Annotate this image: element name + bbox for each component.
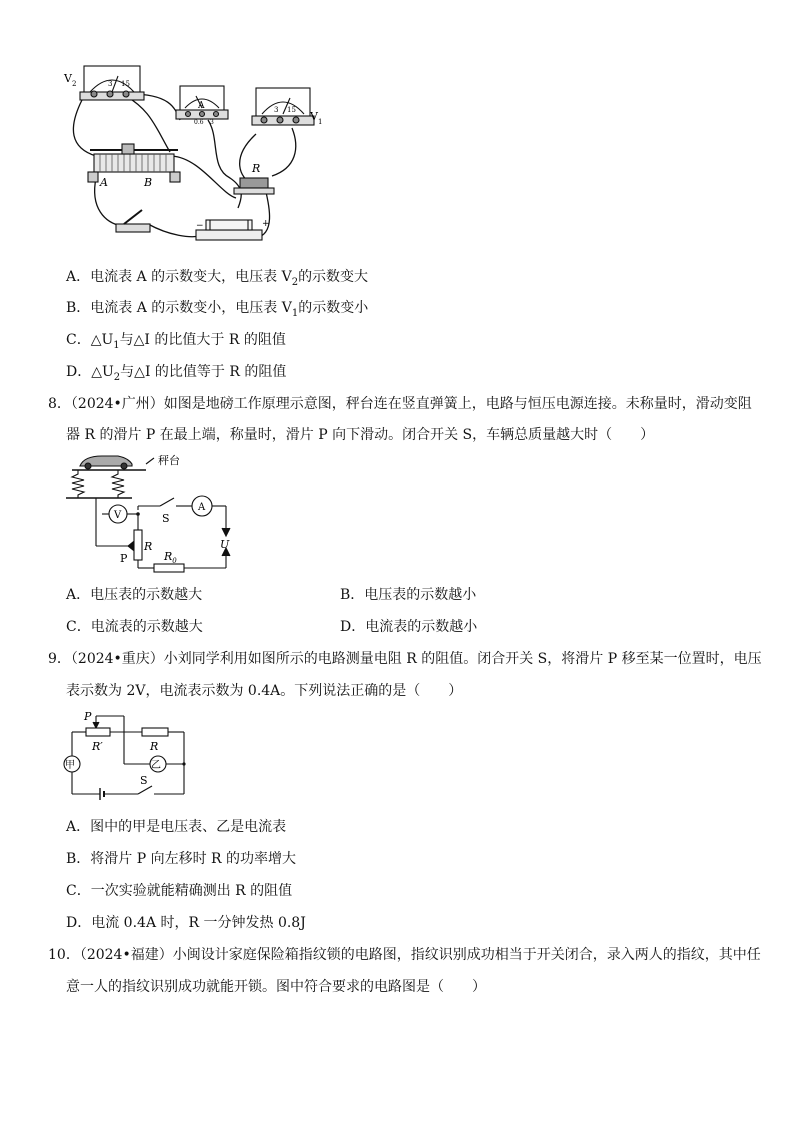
q7-option-c[interactable]: C．$\triangle U_1$与△I 的比值大于 R 的阻值 <box>66 332 286 351</box>
svg-text:R: R <box>144 540 153 553</box>
rheostat-a-label: A <box>100 176 108 189</box>
svg-text:U: U <box>220 538 230 551</box>
svg-text:15: 15 <box>121 80 130 88</box>
svg-text:P: P <box>120 552 128 565</box>
q9-circuit-figure <box>62 706 202 806</box>
ammeter-letter: A <box>198 101 205 111</box>
platform-label: 秤台 <box>158 454 180 467</box>
meter-yi-label: 乙 <box>151 760 161 771</box>
q8-circuit-figure <box>62 450 262 580</box>
meter-jia-label: 甲 <box>65 760 75 771</box>
voltmeter-v1 <box>252 88 314 125</box>
q9-option-c[interactable]: C．一次实验就能精确测出 R 的阻值 <box>66 883 293 899</box>
q8-stem-line-1: 8．（2024•广州）如图是地磅工作原理示意图，秤台连在竖直弹簧上，电路与恒压电源连接。未称量时，滑动变阻 <box>48 396 752 412</box>
q8-option-a[interactable]: A．电压表的示数越大 <box>66 587 203 603</box>
q9-stem-line-2: 表示数为 2V，电流表示数为 0.4A。下列说法正确的是（ ） <box>66 683 463 699</box>
q9-option-b[interactable]: B．将滑片 P 向左移时 R 的功率增大 <box>66 851 297 867</box>
svg-text:P: P <box>84 710 92 723</box>
svg-text:3: 3 <box>108 80 113 88</box>
svg-text:R: R <box>150 740 159 753</box>
svg-text:+: + <box>262 219 270 229</box>
q9-stem-line-1: 9．（2024•重庆）小刘同学利用如图所示的电路测量电阻 R 的阻值。闭合开关 S，将滑片 P 移至某一位置时，电压 <box>48 651 762 667</box>
q8-stem-line-2: 器 R 的滑片 P 在最上端，称量时，滑片 P 向下滑动。闭合开关 S，车辆总质量越大时（ ） <box>66 427 655 443</box>
resistor-r-label: R <box>252 162 261 175</box>
q7-option-a[interactable]: A．电流表 A 的示数变大，电压表 $V_2$的示数变大 <box>66 269 369 288</box>
svg-text:3: 3 <box>210 119 214 126</box>
fixed-resistor <box>234 178 274 194</box>
q8-option-d[interactable]: D．电流表的示数越小 <box>340 619 478 635</box>
knife-switch <box>116 210 150 232</box>
svg-text:A: A <box>198 502 206 513</box>
svg-text:S: S <box>162 512 170 525</box>
svg-text:−: − <box>196 221 204 231</box>
v2-label: $V_2$ <box>64 72 77 88</box>
q9-option-d[interactable]: D．电流 0.4A 时，R 一分钟发热 0.8J <box>66 915 306 931</box>
svg-text:R′: R′ <box>92 740 103 753</box>
battery <box>196 220 262 240</box>
q10-stem-line-1: 10．（2024•福建）小闽设计家庭保险箱指纹锁的电路图，指纹识别成功相当于开关闭合，录入两人的指纹，其中任 <box>48 947 761 963</box>
q7-option-b[interactable]: B．电流表 A 的示数变小，电压表 $V_1$的示数变小 <box>66 300 369 319</box>
q8-option-c[interactable]: C．电流表的示数越大 <box>66 619 203 635</box>
q7-option-d[interactable]: D．$\triangle U_2$与△I 的比值等于 R 的阻值 <box>66 364 287 383</box>
q9-option-a[interactable]: A．图中的甲是电压表、乙是电流表 <box>66 819 287 835</box>
svg-text:S: S <box>140 774 148 787</box>
svg-text:V: V <box>114 510 122 521</box>
svg-text:3: 3 <box>274 106 279 114</box>
q7-circuit-figure <box>60 48 350 258</box>
svg-text:R0: $R_0$ <box>164 550 177 565</box>
v1-label: $V_1$ <box>310 110 323 126</box>
q8-option-b[interactable]: B．电压表的示数越小 <box>340 587 477 603</box>
svg-text:15: 15 <box>287 106 296 114</box>
rheostat-b-label: B <box>144 176 153 189</box>
q10-stem-line-2: 意一人的指纹识别成功就能开锁。图中符合要求的电路图是（ ） <box>66 979 486 995</box>
svg-text:0.6: 0.6 <box>194 119 204 126</box>
